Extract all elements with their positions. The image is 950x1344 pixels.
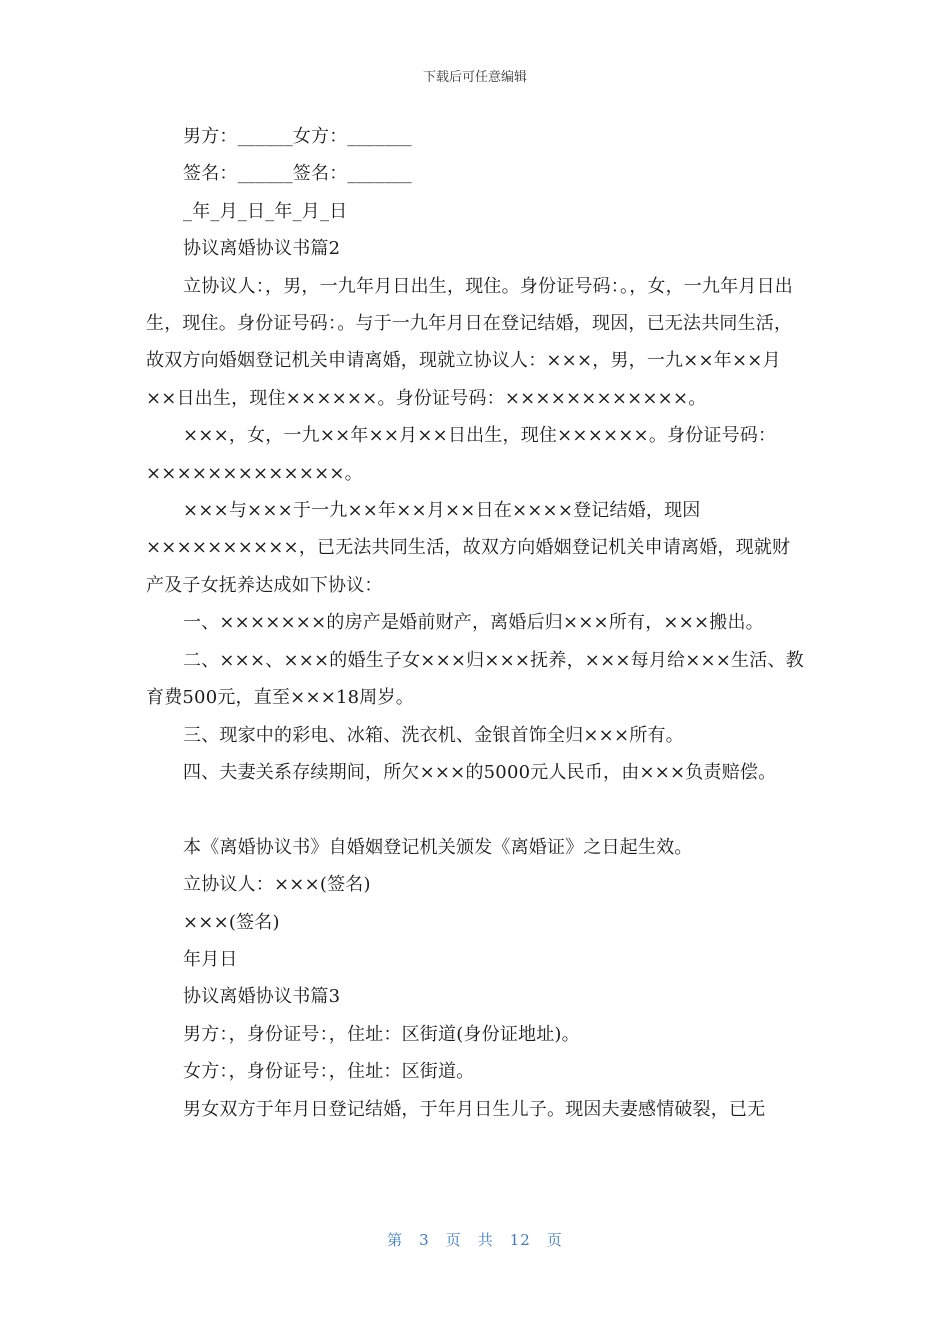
clause-3: 三、现家中的彩电、冰箱、洗衣机、金银首饰全归×××所有。: [183, 724, 684, 746]
wife-info: 女方：，身份证号：，住址：区街道。: [183, 1061, 475, 1083]
page-label: 页: [546, 1231, 563, 1249]
page-label: 页: [445, 1231, 462, 1249]
clause-2: 二、×××、×××的婚生子女×××归×××抚养，×××每月给×××生活、教育费500元，直至×××18周岁。: [146, 649, 804, 709]
signatory-2: ×××(签名): [183, 911, 280, 933]
marriage-statement: 男女双方于年月日登记结婚，于年月日生儿子。现因夫妻感情破裂，已无: [183, 1098, 766, 1120]
total-label: 共: [477, 1231, 494, 1249]
effective-clause: 本《离婚协议书》自婚姻登记机关颁发《离婚证》之日起生效。: [183, 836, 693, 858]
signature-line-names: 签名：______签名：_______: [183, 163, 412, 185]
paragraph-parties-intro: 立协议人：，男，一九年月日出生，现住。身份证号码：。，女，一九年月日出生，现住。身份证号码：。与于一九年月日在登记结婚，现因，已无法共同生活，故双方向婚姻登记机关申请离婚，现就立协议人：×××，男，一九××年××月××日出生，现住××××××。身份证号码：××××××××××××。: [146, 275, 793, 409]
date-line: _年_月_日_年_月_日: [183, 200, 348, 222]
clause-1: 一、×××××××的房产是婚前财产，离婚后归×××所有，×××搬出。: [183, 612, 764, 634]
signing-date: 年月日: [183, 948, 238, 970]
page-footer: [0, 1229, 950, 1250]
document-body: [146, 118, 806, 1128]
section-title-2: 协议离婚协议书篇2: [183, 238, 341, 260]
husband-info: 男方：，身份证号：，住址：区街道(身份证地址)。: [183, 1023, 580, 1045]
total-pages-number: 12: [509, 1231, 531, 1249]
blank-line: [146, 791, 806, 828]
page-label: 第: [387, 1231, 404, 1249]
page-header: 下载后可任意编辑: [422, 70, 527, 85]
signatory-1: 立协议人：×××(签名): [183, 874, 371, 896]
paragraph-wife-info: ×××，女，一九××年××月××日出生，现住××××××。身份证号码：×××××××××××××。: [146, 425, 777, 484]
signature-line-parties: 男方：______女方：_______: [183, 126, 412, 147]
section-title-3: 协议离婚协议书篇3: [183, 986, 341, 1008]
clause-4: 四、夫妻关系存续期间，所欠×××的5000元人民币，由×××负责赔偿。: [183, 761, 777, 783]
current-page-number: 3: [419, 1231, 430, 1249]
paragraph-marriage-info: ×××与×××于一九××年××月××日在××××登记结婚，现因××××××××××，已无法共同生活，故双方向婚姻登记机关申请离婚，现就财产及子女抚养达成如下协议：: [146, 500, 791, 596]
